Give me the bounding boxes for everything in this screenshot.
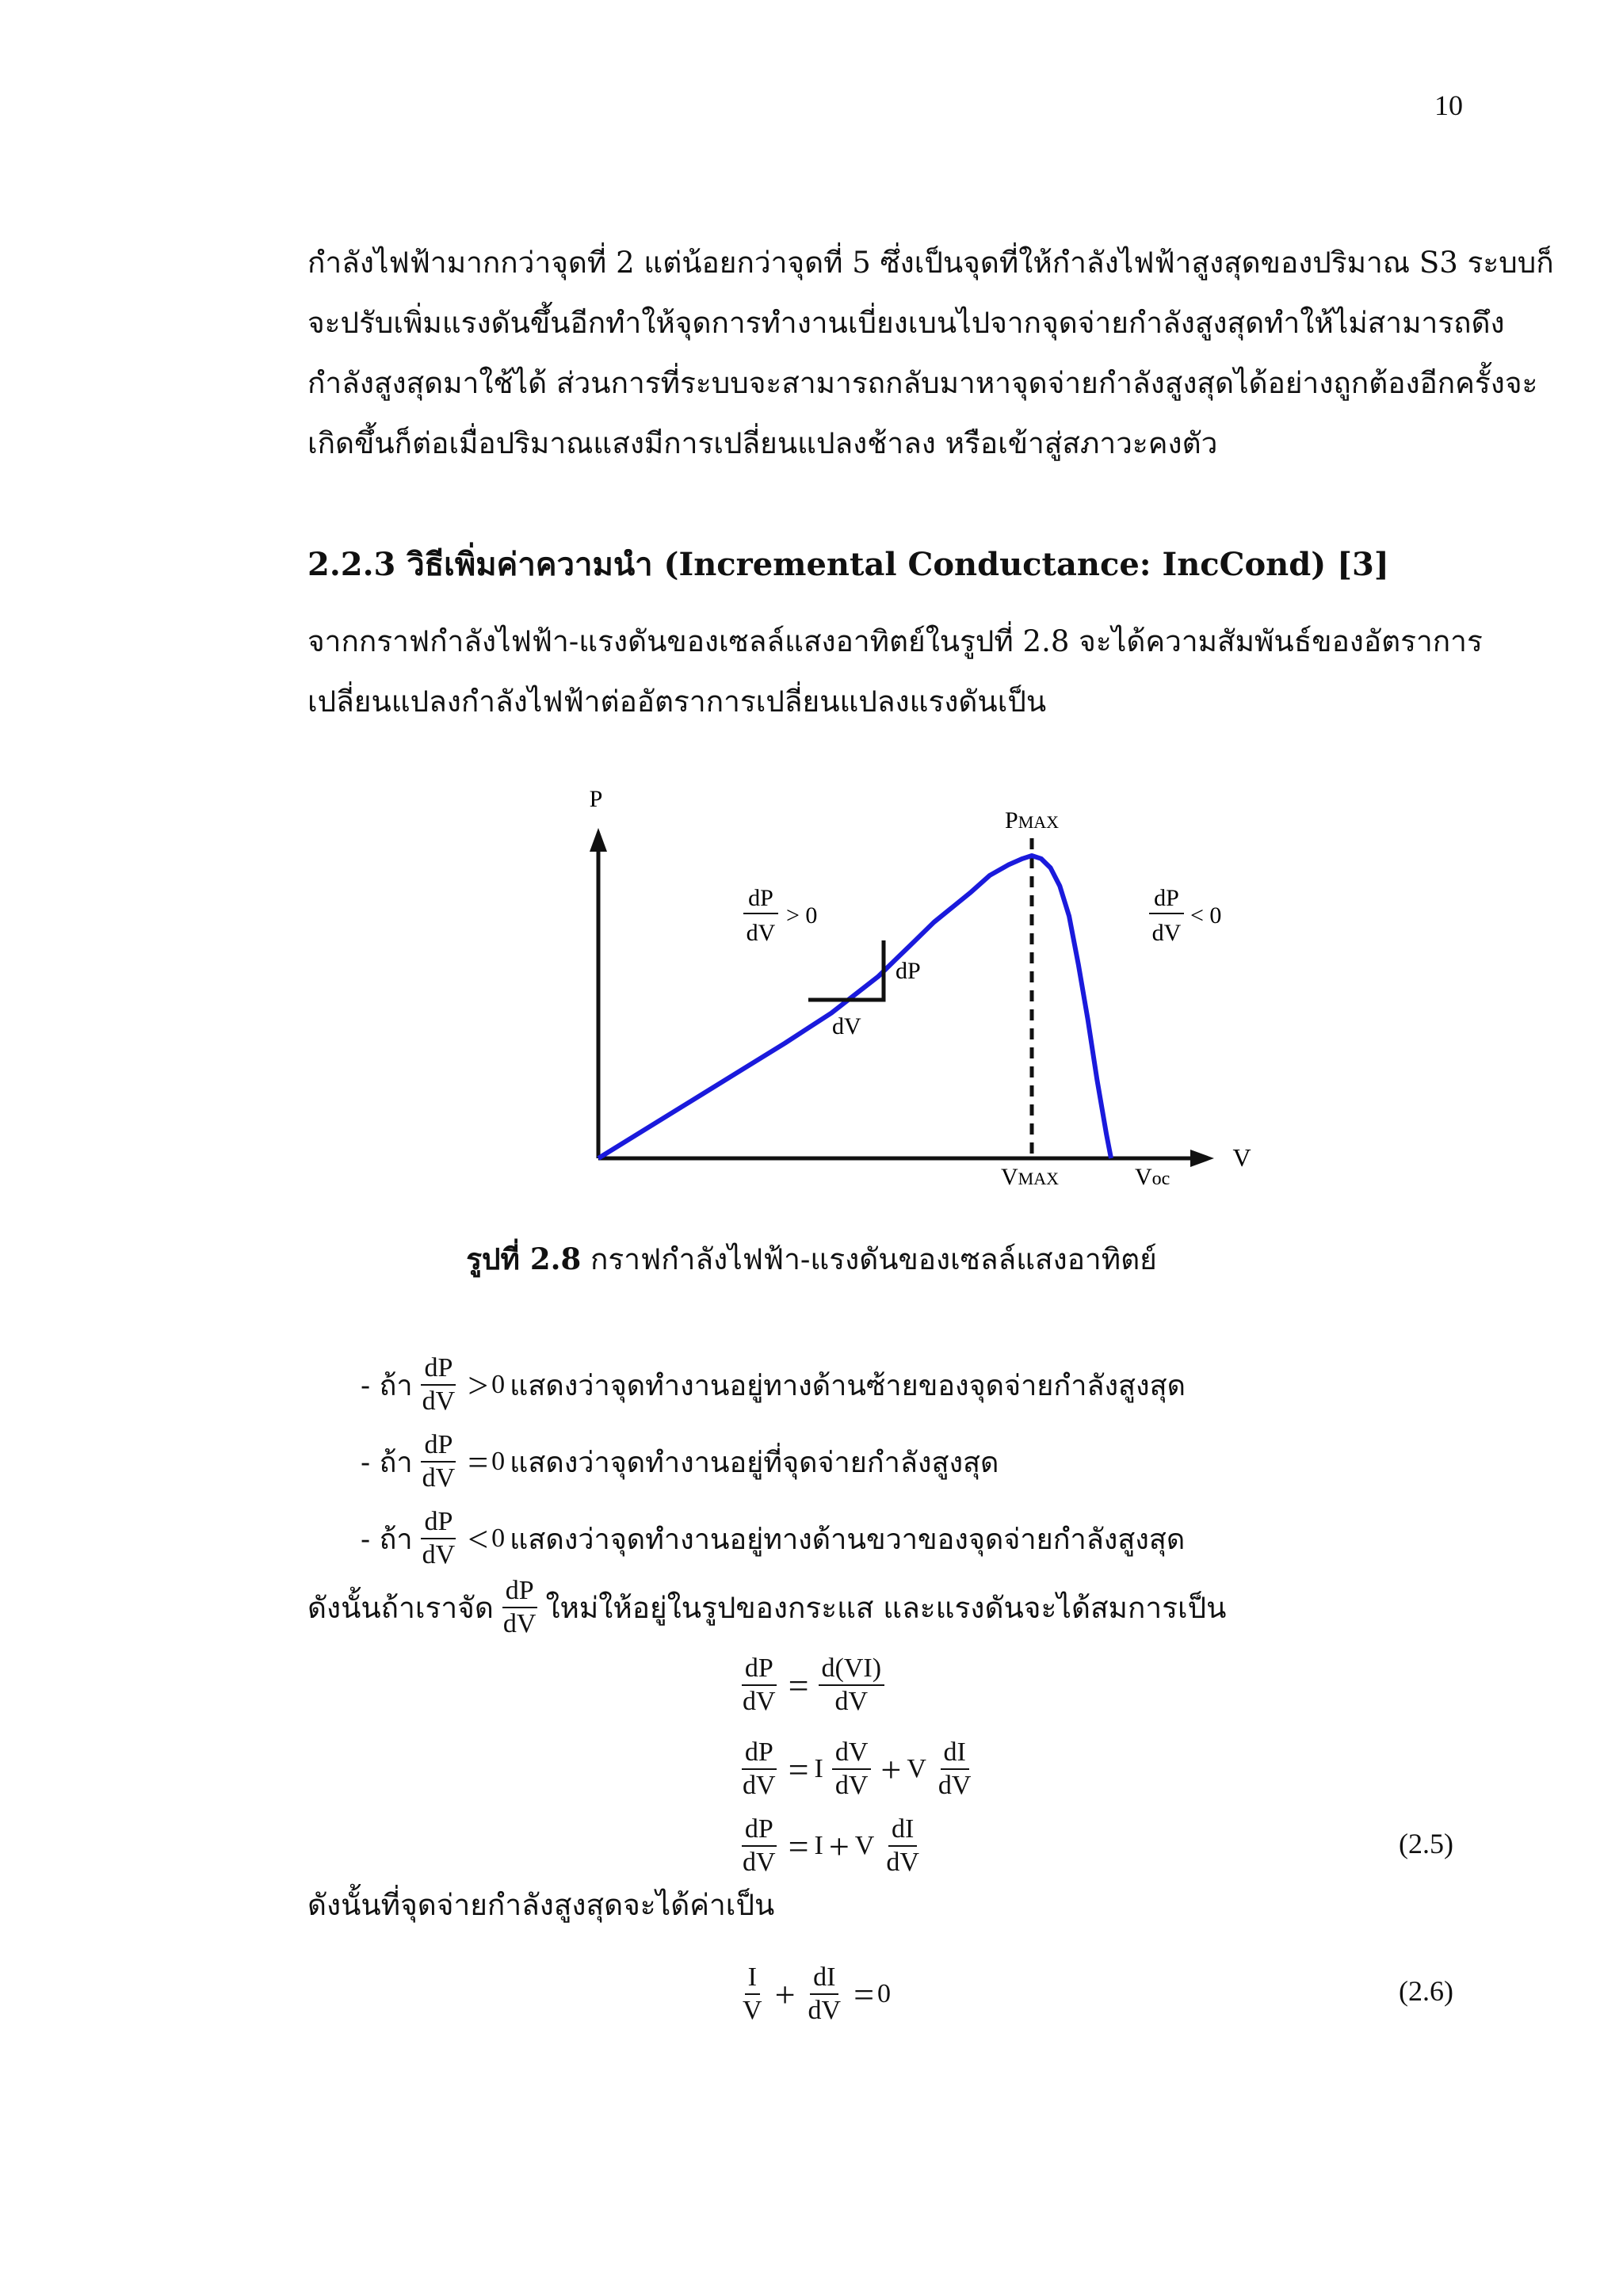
plus-sign: +	[828, 1825, 850, 1867]
equation-line-1	[733, 1650, 891, 1721]
relation-operator: <	[468, 1518, 489, 1559]
left-slope-den: dV	[746, 920, 776, 946]
voc-label	[1135, 1164, 1170, 1190]
voc-subscript: oc	[1151, 1169, 1170, 1189]
fraction	[832, 1737, 872, 1802]
rearrange-before: ดังนั้นถ้าเราจัด	[307, 1590, 494, 1625]
rearrange-after: ใหม่ให้อยู่ในรูปของกระแส และแรงดันจะได้สมการเป็น	[545, 1590, 1227, 1625]
fraction	[739, 1737, 779, 1802]
condition-prefix: - ถ้า	[361, 1446, 413, 1479]
dp-label: dP	[896, 958, 921, 984]
pv-curve	[598, 856, 1111, 1158]
plus-sign: +	[880, 1749, 902, 1790]
fraction-den: dV	[886, 1848, 919, 1877]
fraction-num: d(VI)	[819, 1653, 885, 1686]
equation-line-4	[733, 1958, 896, 2030]
caption-label: รูปที่ 2.8	[466, 1241, 582, 1276]
zero-value: 0	[491, 1524, 506, 1553]
relation-operator: >	[468, 1364, 489, 1405]
fraction	[819, 1653, 885, 1718]
text-line: เกิดขึ้นก็ต่อเมื่อปริมาณแสงมีการเปลี่ยนแปลงช้าลง หรือเข้าสู่สภาวะคงตัว	[307, 426, 1218, 460]
fraction-num: I	[745, 1962, 760, 1995]
current-symbol: I	[814, 1831, 823, 1860]
fraction	[805, 1962, 845, 2027]
x-axis-label: V	[1232, 1143, 1251, 1172]
condition-text: แสดงว่าจุดทำงานอยู่ทางด้านขวาของจุดจ่ายกำลังสูงสุด	[510, 1523, 1186, 1556]
right-slope-num: dP	[1154, 885, 1179, 911]
fraction	[419, 1429, 459, 1494]
left-slope-num: dP	[748, 885, 773, 911]
equals-sign: =	[788, 1825, 809, 1867]
condition-text: แสดงว่าจุดทำงานอยู่ทางด้านซ้ายของจุดจ่ายกำลังสูงสุด	[510, 1369, 1186, 1402]
fraction-den: dV	[834, 1771, 869, 1800]
vmax-subscript: MAX	[1018, 1169, 1060, 1188]
equals-sign: =	[788, 1665, 809, 1706]
fraction	[739, 1814, 779, 1878]
equation-number: (2.6)	[1399, 1975, 1453, 2007]
text-line: จากกราฟกำลังไฟฟ้า-แรงดันของเซลล์แสงอาทิตย์ในรูปที่ 2.8 จะได้ความสัมพันธ์ของอัตราการ	[307, 624, 1483, 658]
fraction-den: dV	[743, 1771, 776, 1800]
fraction	[883, 1814, 922, 1878]
fraction-den: dV	[808, 1996, 842, 2025]
equation-number: (2.5)	[1399, 1828, 1453, 1859]
pmax-label	[1005, 807, 1059, 833]
fraction-den: dV	[743, 1687, 776, 1716]
fraction-den: dV	[834, 1687, 869, 1716]
y-axis-arrow-icon	[590, 828, 607, 852]
right-slope-den: dV	[1151, 920, 1182, 946]
equation-line-2	[733, 1733, 980, 1805]
pmax-letter: P	[1005, 807, 1018, 833]
fraction-den: dV	[502, 1609, 537, 1638]
fraction-num: dP	[421, 1506, 456, 1539]
section-heading: 2.2.3 วิธีเพิ่มค่าความนำ (Incremental Conductance: IncCond) [3]	[307, 546, 1389, 583]
fraction-num: dV	[832, 1737, 872, 1770]
caption-text: กราฟกำลังไฟฟ้า-แรงดันของเซลล์แสงอาทิตย์	[581, 1242, 1157, 1276]
fraction-num: dP	[742, 1737, 777, 1770]
relation-operator: =	[468, 1441, 489, 1482]
page-number: 10	[1434, 90, 1463, 121]
left-slope-rel: > 0	[786, 902, 818, 929]
fraction	[500, 1575, 540, 1640]
fraction-num: dI	[941, 1737, 969, 1770]
equation-line-3	[733, 1810, 929, 1882]
voltage-symbol: V	[854, 1831, 875, 1860]
condition-item	[361, 1507, 1185, 1570]
condition-item	[361, 1430, 999, 1493]
text-line: เปลี่ยนแปลงกำลังไฟฟ้าต่ออัตราการเปลี่ยนแปลงแรงดันเป็น	[307, 685, 1047, 719]
fraction-den: dV	[938, 1771, 972, 1800]
current-symbol: I	[814, 1754, 823, 1783]
condition-text: แสดงว่าจุดทำงานอยู่ที่จุดจ่ายกำลังสูงสุด	[510, 1446, 999, 1479]
equals-sign: =	[854, 1974, 875, 2015]
fraction-num: dP	[502, 1575, 537, 1608]
fraction	[419, 1352, 459, 1417]
condition-prefix: - ถ้า	[361, 1523, 413, 1556]
voc-letter: V	[1135, 1164, 1152, 1190]
vmax-label	[1001, 1164, 1059, 1190]
fraction	[935, 1737, 975, 1802]
fraction-den: dV	[422, 1463, 456, 1493]
mpp-sentence: ดังนั้นที่จุดจ่ายกำลังสูงสุดจะได้ค่าเป็น	[307, 1888, 775, 1922]
condition-prefix: - ถ้า	[361, 1369, 413, 1402]
slope-triangle	[808, 940, 884, 1000]
vmax-letter: V	[1001, 1164, 1018, 1190]
fraction-den: dV	[743, 1848, 776, 1877]
fraction	[739, 1962, 766, 2027]
fraction-den: dV	[422, 1540, 456, 1569]
zero-value: 0	[491, 1370, 506, 1399]
fraction-den: dV	[422, 1386, 456, 1416]
fraction-num: dP	[421, 1429, 456, 1463]
x-axis-arrow-icon	[1190, 1150, 1214, 1167]
fraction	[739, 1653, 779, 1718]
text-line: กำลังไฟฟ้ามากกว่าจุดที่ 2 แต่น้อยกว่าจุดที่ 5 ซึ่งเป็นจุดที่ให้กำลังไฟฟ้าสูงสุดของปริมาณ S3 ระบบก็	[307, 246, 1554, 280]
dv-label: dV	[832, 1013, 861, 1039]
fraction-num: dI	[888, 1814, 917, 1847]
equals-sign: =	[788, 1749, 809, 1790]
pmax-subscript: MAX	[1018, 812, 1060, 832]
text-line: กำลังสูงสุดมาใช้ได้ ส่วนการที่ระบบจะสามารถกลับมาหาจุดจ่ายกำลังสูงสุดได้อย่างถูกต้องอีกครั้งจะ	[307, 366, 1538, 400]
plus-sign: +	[774, 1974, 796, 2015]
fraction-num: dP	[742, 1814, 777, 1847]
fraction	[419, 1506, 459, 1571]
fraction-den: V	[743, 1996, 762, 2025]
zero-value: 0	[491, 1447, 506, 1476]
fraction-num: dP	[742, 1653, 777, 1686]
right-slope-rel: < 0	[1190, 902, 1222, 929]
y-axis-label: P	[589, 786, 603, 812]
figure-caption	[0, 1236, 1623, 1283]
rearrange-sentence	[307, 1572, 1226, 1643]
fraction-num: dI	[810, 1962, 838, 1995]
fraction-num: dP	[421, 1352, 456, 1386]
voltage-symbol: V	[907, 1754, 926, 1783]
text-line: จะปรับเพิ่มแรงดันขึ้นอีกทำให้จุดการทำงานเบี่ยงเบนไปจากจุดจ่ายกำลังสูงสุดทำให้ไม่สามารถดึง	[307, 306, 1505, 340]
condition-item	[361, 1353, 1186, 1417]
zero-value: 0	[877, 1979, 892, 2008]
